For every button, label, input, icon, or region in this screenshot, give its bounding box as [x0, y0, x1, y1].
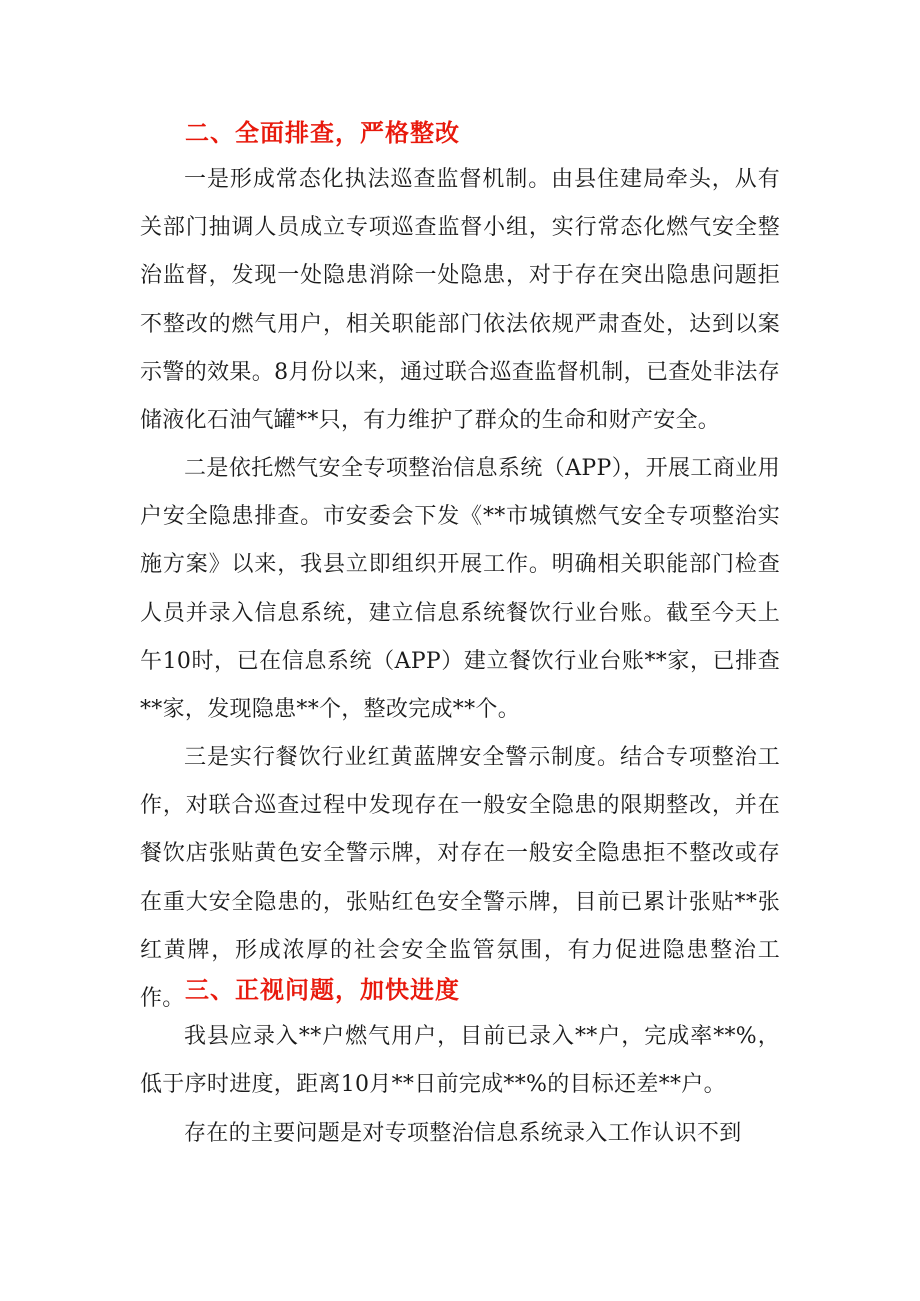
- section-heading-3: 三、正视问题，加快进度: [185, 976, 460, 1004]
- paragraph-progress: 我县应录入**户燃气用户，目前已录入**户，完成率**%，低于序时进度，距离10月**日前完成**%的目标还差**户。: [140, 1024, 780, 1098]
- paragraph-main-problems: 存在的主要问题是对专项整治信息系统录入工作认识不到: [184, 1121, 742, 1146]
- paragraph-inspection-mechanism: 一是形成常态化执法巡查监督机制。由县住建局牵头，从有关部门抽调人员成立专项巡查监督小组，实行常态化燃气安全整治监督，发现一处隐患消除一处隐患，对于存在突出隐患问题拒不整改的燃气用户，相关职能部门依法依规严肃查处，达到以案示警的效果。8月份以来，通过联合巡查监督机制，已查处非法存储液化石油气罐**只，有力维护了群众的生命和财产安全。: [140, 167, 780, 434]
- paragraph-warning-signs: 三是实行餐饮行业红黄蓝牌安全警示制度。结合专项整治工作，对联合巡查过程中发现存在一般安全隐患的限期整改，并在餐饮店张贴黄色安全警示牌，对存在一般安全隐患拒不整改或存在重大安全隐患的，张贴红色安全警示牌，目前已累计张贴**张红黄牌，形成浓厚的社会安全监管氛围，有力促进隐患整治工作。: [140, 745, 780, 1012]
- section-heading-2: 二、全面排查，严格整改: [185, 119, 460, 147]
- paragraph-app-screening: 二是依托燃气安全专项整治信息系统（APP），开展工商业用户安全隐患排查。市安委会下发《**市城镇燃气安全专项整治实施方案》以来，我县立即组织开展工作。明确相关职能部门检查人员并录入信息系统，建立信息系统餐饮行业台账。截至今天上午10时，已在信息系统（APP）建立餐饮行业台账**家，已排查**家，发现隐患**个，整改完成**个。: [140, 456, 780, 723]
